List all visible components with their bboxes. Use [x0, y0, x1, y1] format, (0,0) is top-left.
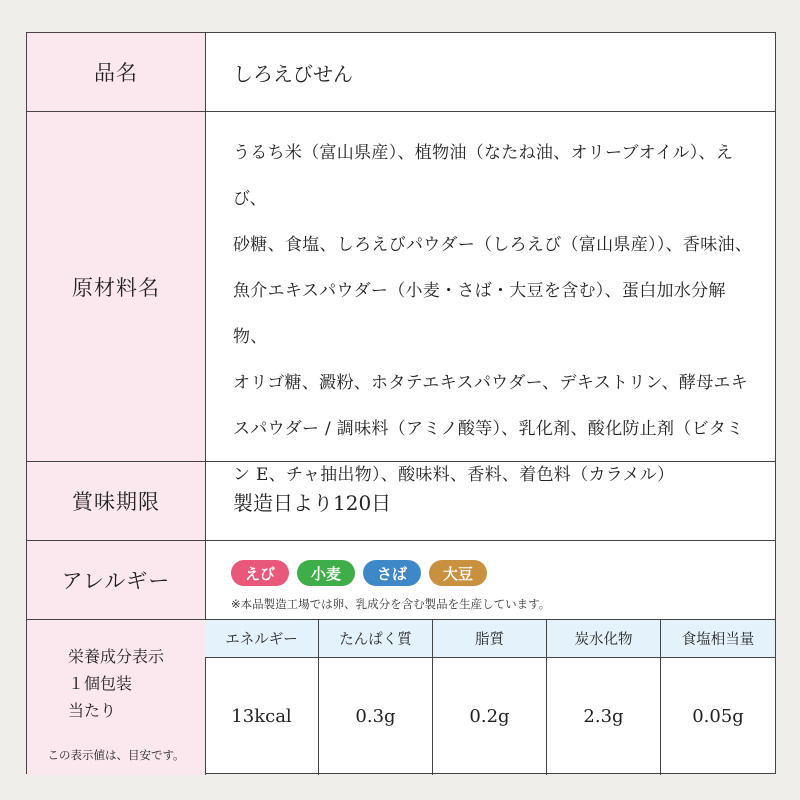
nutrition-label — [27, 620, 206, 775]
nutrition-label-line: １個包装 — [67, 674, 132, 693]
nutrition-header-fat: 脂質 — [433, 620, 547, 658]
nutrition-value-carbs: 2.3g — [547, 658, 661, 775]
row-product-name — [27, 33, 775, 112]
allergy-badge-soy: 大豆 — [429, 560, 487, 586]
nutrition-value-salt: 0.05g — [692, 706, 744, 727]
nutrition-value-fat: 0.2g — [433, 658, 547, 775]
row-nutrition — [27, 620, 775, 775]
product-info-table — [26, 32, 776, 774]
ingredients-text — [233, 130, 757, 498]
product-name-label: 品名 — [27, 33, 206, 111]
nutrition-header-protein: たんぱく質 — [319, 620, 433, 658]
allergy-badge-shrimp: えび — [231, 560, 289, 586]
allergy-badges — [231, 560, 487, 586]
row-best-before — [27, 462, 775, 541]
ingredients-line: 魚介エキスパウダー（小麦・さば・大豆を含む）、蛋白加水分解物、 — [233, 281, 726, 347]
nutrition-value-protein: 0.3g — [319, 658, 433, 775]
nutrition-note: この表示値は、目安です。 — [47, 748, 185, 762]
nutrition-label-line: 栄養成分表示 — [67, 647, 164, 666]
nutrition-header-salt: 食塩相当量 — [661, 620, 775, 658]
nutrition-header-energy: エネルギー — [205, 620, 319, 658]
best-before-label: 賞味期限 — [27, 462, 206, 540]
nutrition-header-carbs: 炭水化物 — [547, 620, 661, 658]
allergy-label: アレルギー — [27, 541, 206, 619]
ingredients-line: オリゴ糖、澱粉、ホタテエキスパウダー、デキストリン、酵母エキ — [233, 373, 749, 393]
allergy-badge-wheat: 小麦 — [297, 560, 355, 586]
ingredients-line: ン E、チャ抽出物）、酸味料、香料、着色料（カラメル） — [233, 465, 675, 485]
row-ingredients — [27, 112, 775, 485]
ingredients-line: スパウダー / 調味料（アミノ酸等）、乳化剤、酸化防止剤（ビタミ — [233, 419, 744, 439]
nutrition-value-energy: 13kcal — [205, 658, 319, 775]
ingredients-label: 原材料名 — [27, 112, 206, 461]
ingredients-line: うるち米（富山県産）、植物油（なたね油、オリーブオイル）、えび、 — [233, 143, 734, 209]
allergy-note: ※本品製造工場では卵、乳成分を含む製品を生産しています。 — [231, 597, 551, 611]
product-name-value: しろえびせん — [233, 61, 353, 86]
allergy-badge-mackerel: さば — [363, 560, 421, 586]
nutrition-label-line: 当たり — [67, 701, 116, 720]
nutrition-table — [205, 620, 775, 775]
ingredients-line: 砂糖、食塩、しろえびパウダー（しろえび（富山県産））、香味油、 — [233, 235, 753, 255]
best-before-value: 製造日より120日 — [233, 490, 392, 515]
row-allergy — [27, 541, 775, 620]
